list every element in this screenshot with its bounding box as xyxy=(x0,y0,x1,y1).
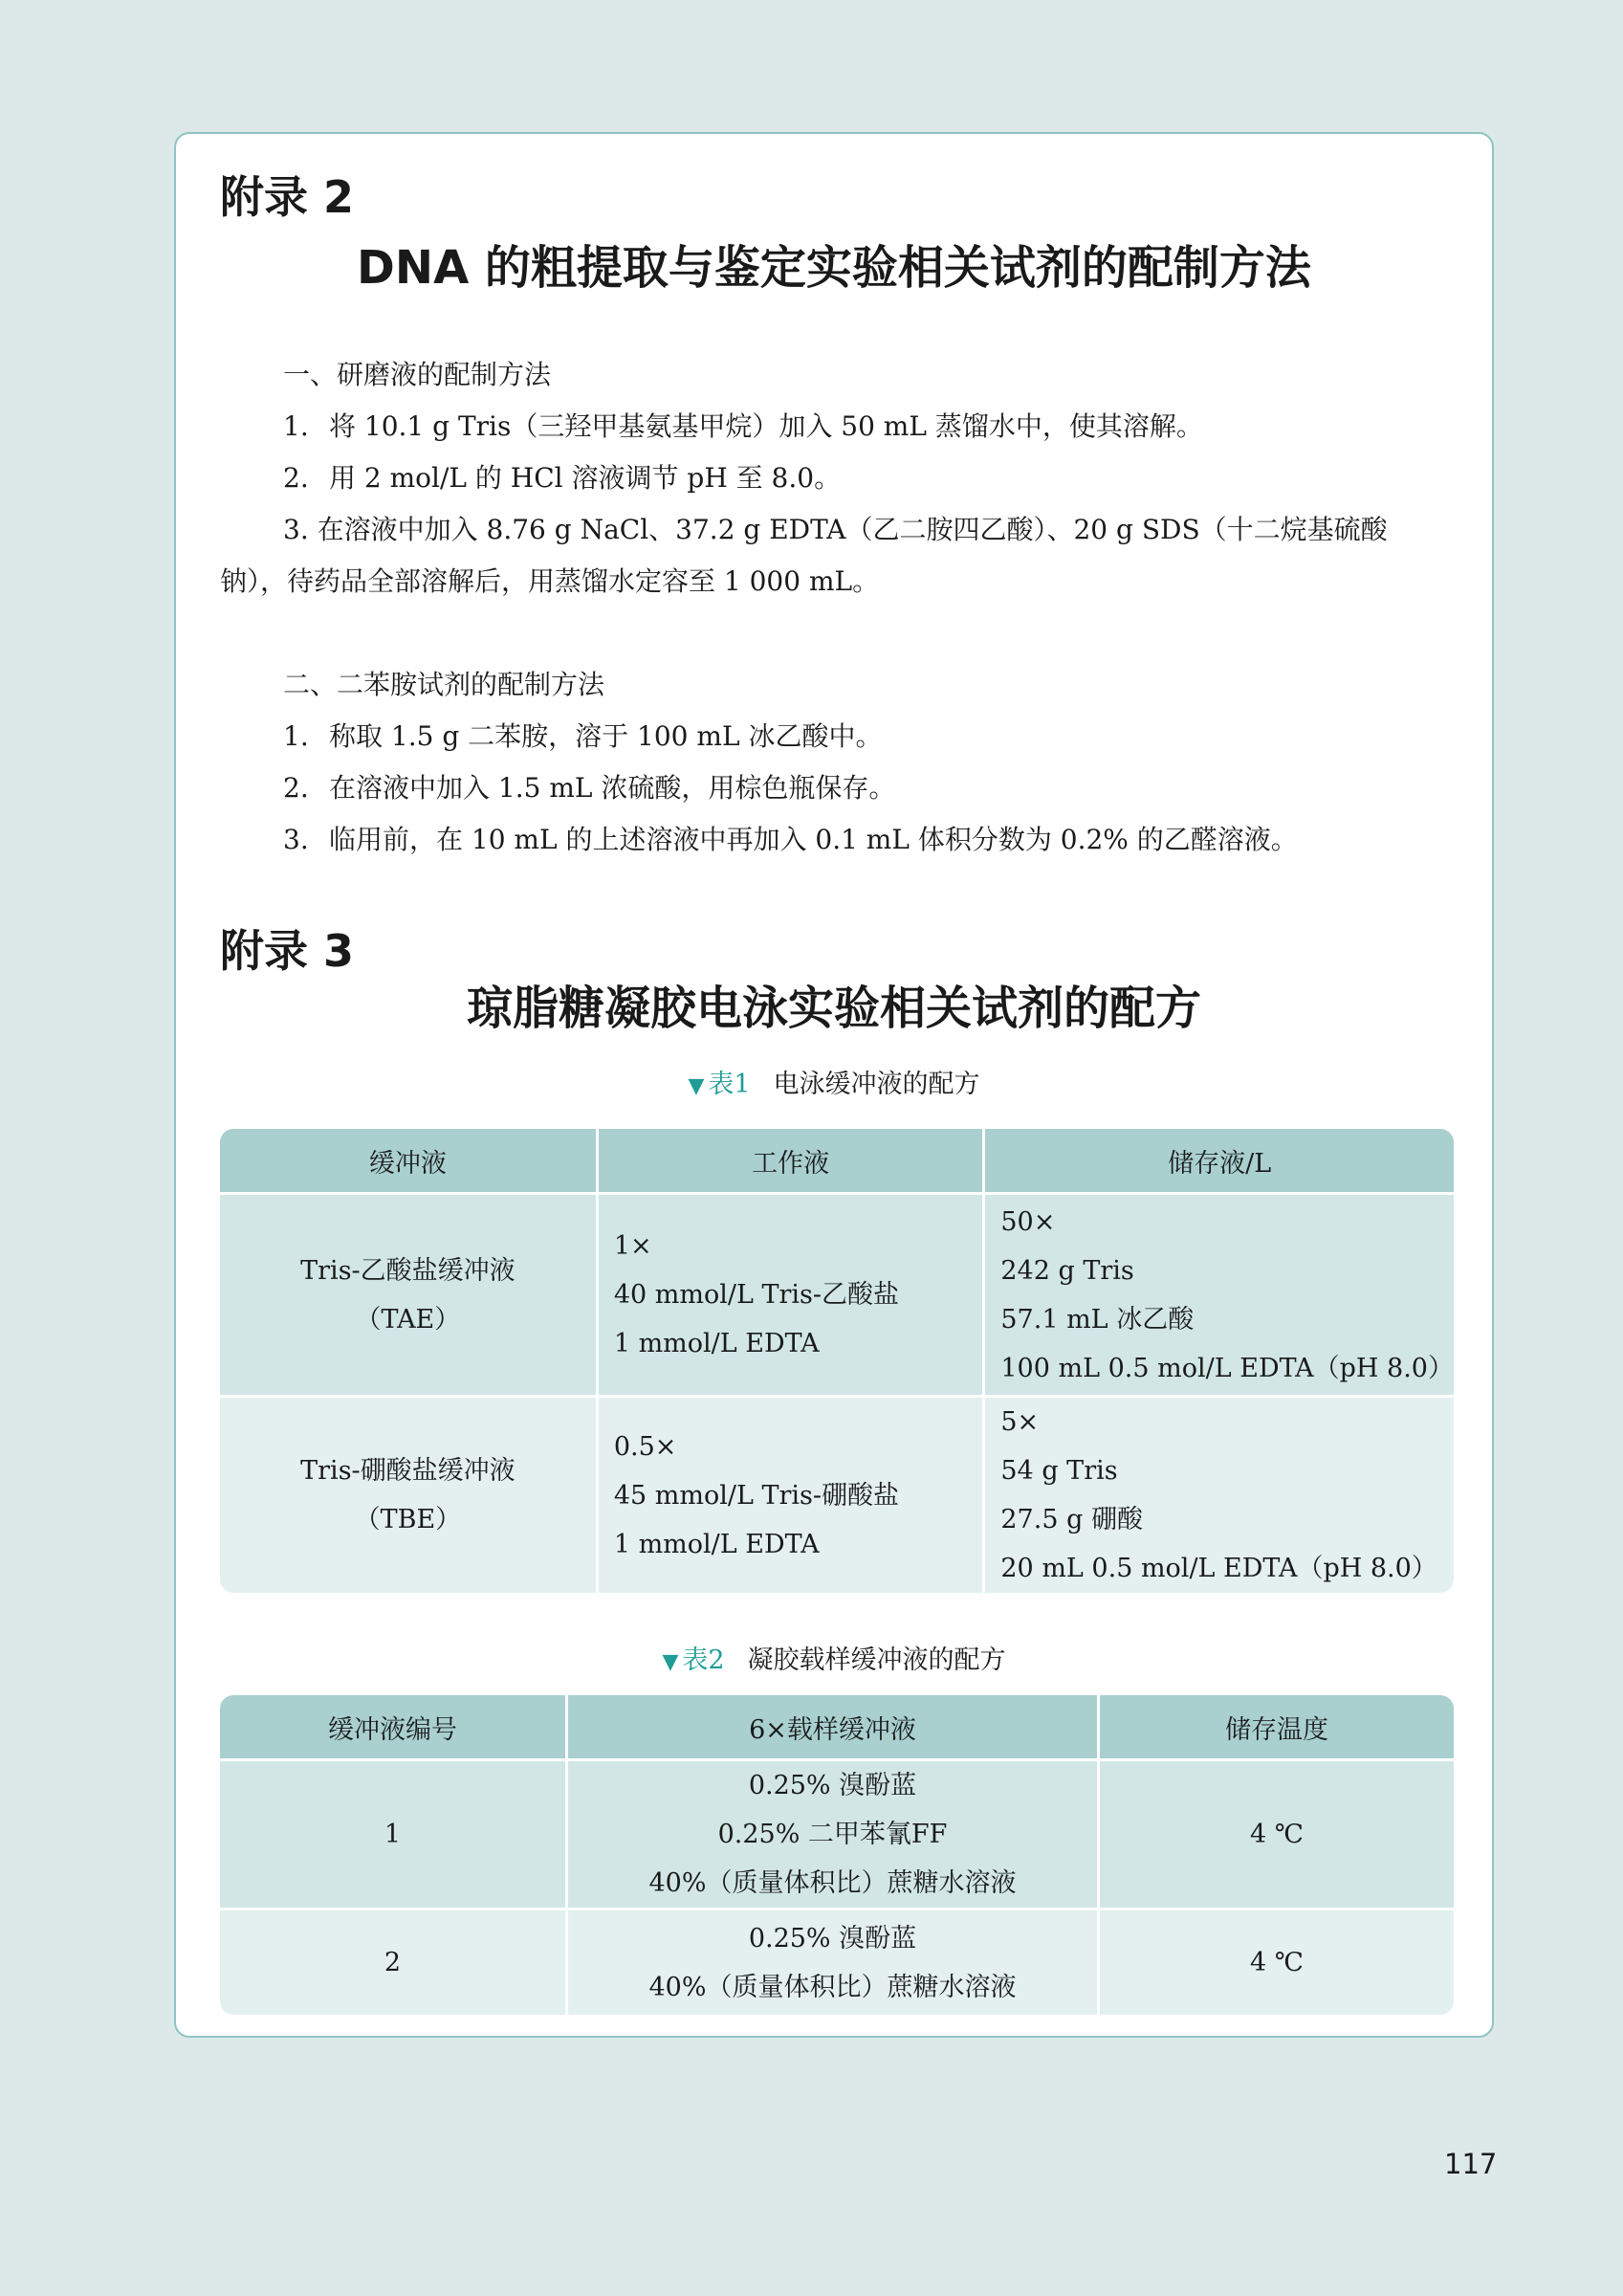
buffer-id-cell: 2 xyxy=(220,1908,568,2015)
appendix3-label: 附录 3 xyxy=(220,925,355,977)
section2-item-1: 1. 称取 1.5 g 二苯胺，溶于 100 mL 冰乙酸中。 xyxy=(283,720,883,752)
appendix3-title: 琼脂糖凝胶电泳实验相关试剂的配方 xyxy=(466,982,1201,1035)
table1 xyxy=(220,1129,1454,1593)
table2-header: 储存温度 xyxy=(1100,1695,1454,1758)
table1-header-row xyxy=(220,1129,1454,1192)
stock-cell: 50× 242 g Tris 57.1 mL 冰乙酸 100 mL 0.5 mol/L EDTA（pH 8.0） xyxy=(985,1192,1454,1395)
recipe-cell: 0.25% 溴酚蓝 40%（质量体积比）蔗糖水溶液 xyxy=(568,1908,1100,2015)
table1-caption: ▼ 表1 电泳缓冲液的配方 xyxy=(688,1070,980,1099)
appendix2-label: 附录 2 xyxy=(220,171,355,223)
stock-cell: 5× 54 g Tris 27.5 g 硼酸 20 mL 0.5 mol/L EDTA（pH 8.0） xyxy=(985,1395,1454,1593)
section2-heading: 二、二苯胺试剂的配制方法 xyxy=(283,669,605,700)
buffer-cell: Tris-硼酸盐缓冲液 （TBE） xyxy=(220,1395,599,1593)
section2-item-3: 3. 临用前，在 10 mL 的上述溶液中再加入 0.1 mL 体积分数为 0.2% 的乙醛溶液。 xyxy=(283,824,1298,855)
table-row xyxy=(220,1192,1454,1395)
table1-header: 工作液 xyxy=(599,1129,986,1192)
appendix2-title: DNA 的粗提取与鉴定实验相关试剂的配制方法 xyxy=(357,241,1311,295)
recipe-cell: 0.25% 溴酚蓝 0.25% 二甲苯氰FF 40%（质量体积比）蔗糖水溶液 xyxy=(568,1758,1100,1908)
table2-header-row xyxy=(220,1695,1454,1758)
table1-header: 储存液/L xyxy=(985,1129,1454,1192)
page-number: 117 xyxy=(1444,2148,1498,2180)
content-card xyxy=(174,132,1494,2038)
working-cell: 1× 40 mmol/L Tris-乙酸盐 1 mmol/L EDTA xyxy=(599,1192,986,1395)
buffer-id-cell: 1 xyxy=(220,1758,568,1908)
table-row xyxy=(220,1395,1454,1593)
triangle-down-icon: ▼ xyxy=(662,1650,679,1674)
section2-item-2: 2. 在溶液中加入 1.5 mL 浓硫酸，用棕色瓶保存。 xyxy=(283,772,896,804)
section1-item-1: 1. 将 10.1 g Tris（三羟甲基氨基甲烷）加入 50 mL 蒸馏水中，使其溶解。 xyxy=(283,410,1203,442)
working-cell: 0.5× 45 mmol/L Tris-硼酸盐 1 mmol/L EDTA xyxy=(599,1395,986,1593)
table2 xyxy=(220,1695,1454,2015)
table1-header: 缓冲液 xyxy=(220,1129,599,1192)
table2-header: 6×载样缓冲液 xyxy=(568,1695,1100,1758)
section1-heading: 一、研磨液的配制方法 xyxy=(283,359,552,390)
table-row xyxy=(220,1758,1454,1908)
table2-header: 缓冲液编号 xyxy=(220,1695,568,1758)
table-row xyxy=(220,1908,1454,2015)
buffer-cell: Tris-乙酸盐缓冲液 （TAE） xyxy=(220,1192,599,1395)
temperature-cell: 4 ℃ xyxy=(1100,1908,1454,2015)
section1-item-3: 3. 在溶液中加入 8.76 g NaCl、37.2 g EDTA（乙二胺四乙酸）、20 g SDS（十二烷基硫酸钠），待药品全部溶解后，用蒸馏水定容至 1 000 mL。 xyxy=(220,514,1388,597)
section1-item-2: 2. 用 2 mol/L 的 HCl 溶液调节 pH 至 8.0。 xyxy=(283,462,842,494)
triangle-down-icon: ▼ xyxy=(688,1074,705,1098)
temperature-cell: 4 ℃ xyxy=(1100,1758,1454,1908)
table2-caption: ▼ 表2 凝胶载样缓冲液的配方 xyxy=(662,1645,1006,1675)
